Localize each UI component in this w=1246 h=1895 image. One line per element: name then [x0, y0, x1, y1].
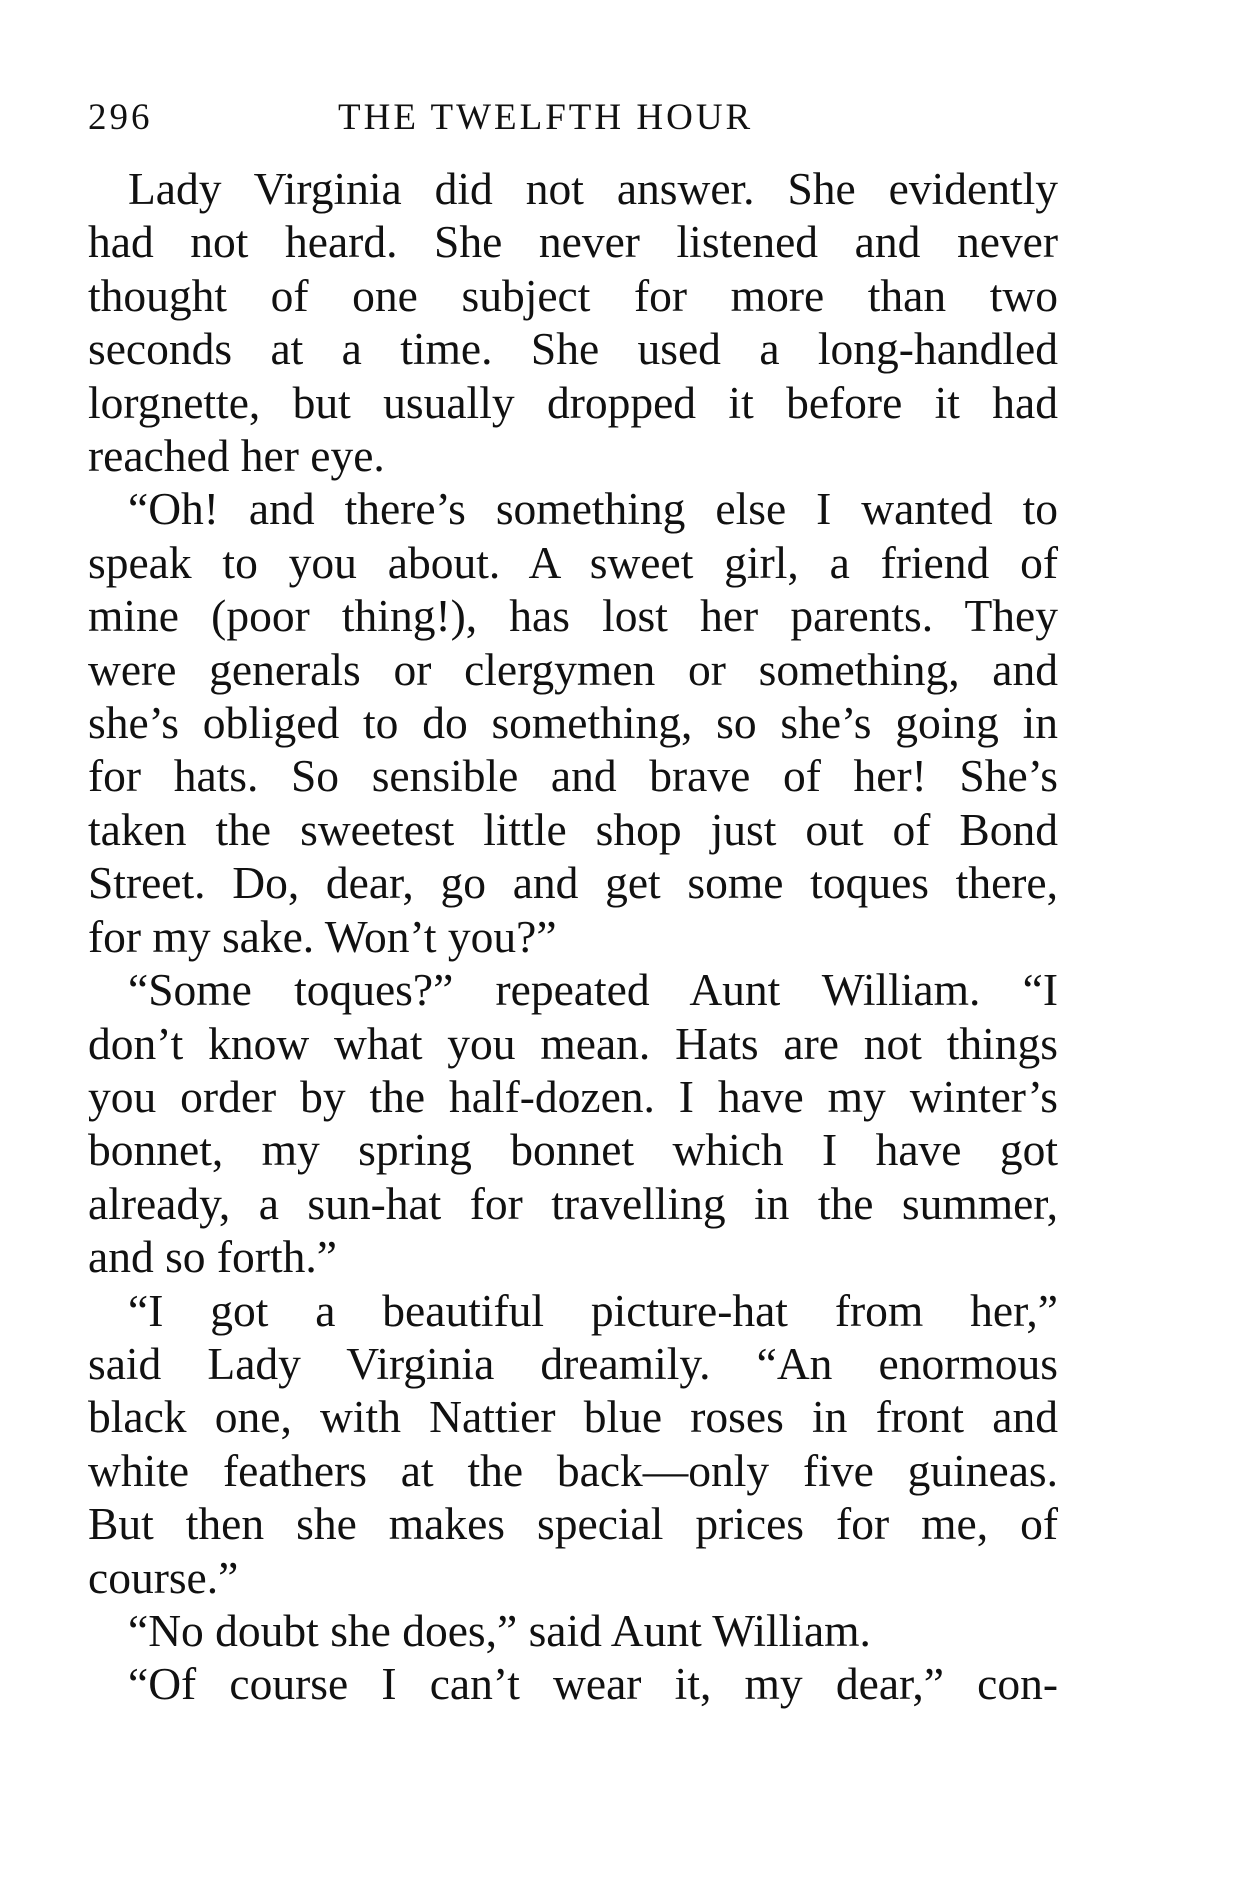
text-line: “Some toques?” repeated Aunt William. “I: [128, 964, 1058, 1016]
running-title: THE TWELFTH HOUR: [338, 97, 754, 138]
text-line: course.”: [88, 1551, 239, 1603]
text-line: Street. Do, dear, go and get some toques there,: [88, 857, 1058, 909]
text-line: But then she makes special prices for me, of: [88, 1498, 1058, 1550]
text-line: bonnet, my spring bonnet which I have got: [88, 1124, 1058, 1176]
text-line: for hats. So sensible and brave of her! She’s: [88, 750, 1058, 802]
text-line: speak to you about. A sweet girl, a friend of: [88, 536, 1058, 588]
text-line: “Oh! and there’s something else I wanted to: [128, 483, 1058, 535]
text-line: mine (poor thing!), has lost her parents. They: [88, 590, 1058, 642]
text-line: “Of course I can’t wear it, my dear,” con-: [128, 1658, 1058, 1710]
text-line: you order by the half-dozen. I have my winter’s: [88, 1070, 1058, 1122]
text-line: reached her eye.: [88, 430, 385, 482]
running-head: [88, 96, 1058, 146]
paragraph-1: [88, 162, 1058, 482]
text-line: black one, with Nattier blue roses in front and: [88, 1391, 1058, 1443]
text-line: seconds at a time. She used a long-handled: [88, 323, 1058, 375]
text-line: don’t know what you mean. Hats are not things: [88, 1017, 1058, 1069]
text-line: lorgnette, but usually dropped it before it had: [88, 376, 1058, 428]
text-line: already, a sun-hat for travelling in the summer,: [88, 1177, 1058, 1229]
paragraph-5: [88, 1604, 1058, 1657]
text-line: had not heard. She never listened and never: [88, 216, 1058, 268]
text-line: said Lady Virginia dreamily. “An enormous: [88, 1337, 1058, 1389]
paragraph-2: [88, 482, 1058, 963]
page-number: 296: [88, 97, 153, 138]
text-line: white feathers at the back—only five guineas.: [88, 1444, 1058, 1496]
text-line: Lady Virginia did not answer. She evidently: [128, 163, 1058, 214]
body-text: [88, 162, 1058, 1711]
text-line: “I got a beautiful picture-hat from her,”: [128, 1284, 1058, 1336]
text-line: she’s obliged to do something, so she’s going in: [88, 697, 1058, 749]
paragraph-4: [88, 1284, 1058, 1604]
book-page: [88, 96, 1058, 1711]
text-line: and so forth.”: [88, 1231, 337, 1283]
text-line: taken the sweetest little shop just out of Bond: [88, 803, 1058, 855]
text-line: for my sake. Won’t you?”: [88, 910, 557, 962]
paragraph-6: [88, 1657, 1058, 1710]
text-line: “No doubt she does,” said Aunt William.: [128, 1604, 871, 1656]
paragraph-3: [88, 963, 1058, 1283]
text-line: were generals or clergymen or something, and: [88, 643, 1058, 695]
text-line: thought of one subject for more than two: [88, 269, 1058, 321]
